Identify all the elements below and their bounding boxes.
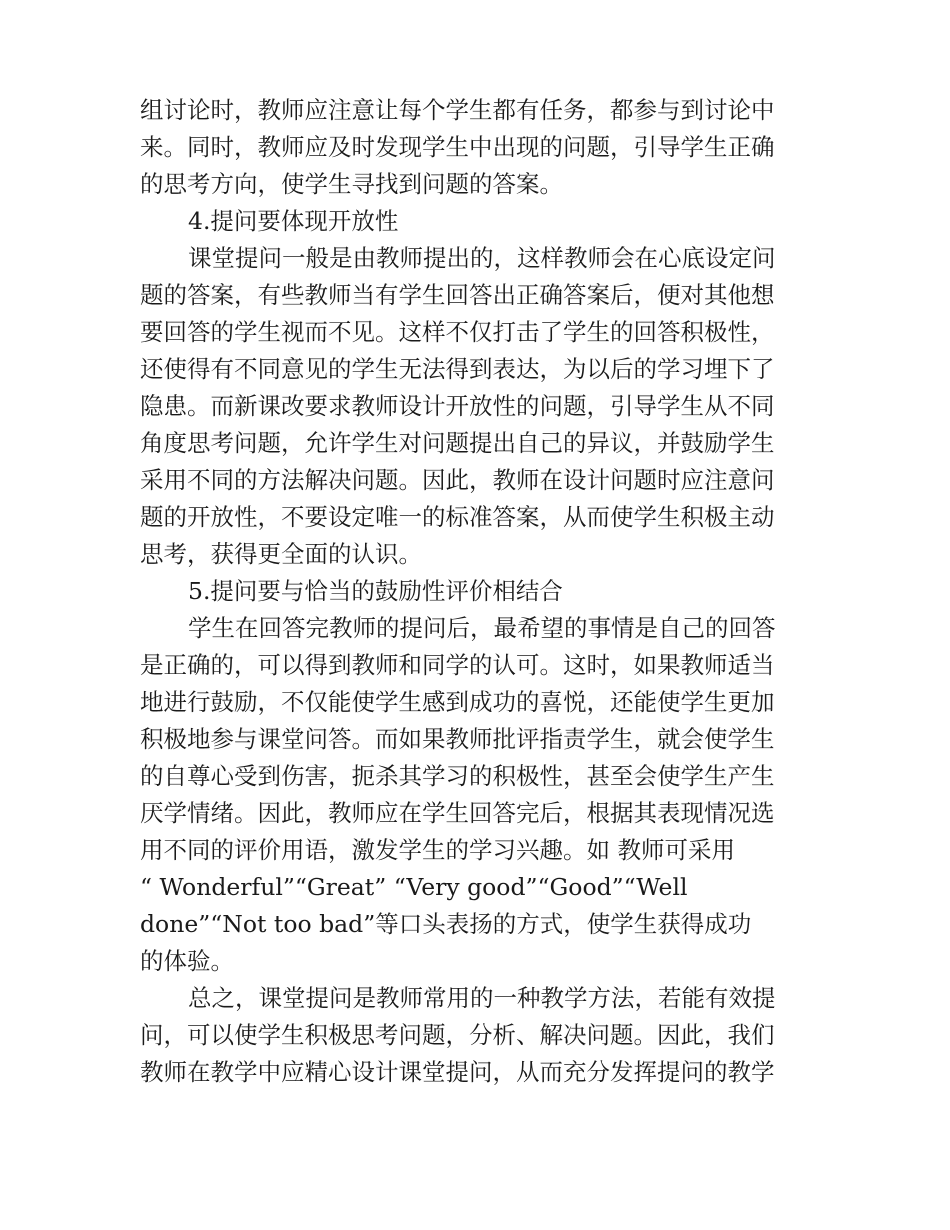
text-line: 教师在教学中应精心设计课堂提问，从而充分发挥提问的教学 (140, 1058, 775, 1086)
text-line: 来。同时，教师应及时发现学生中出现的问题，引导学生正确 (140, 133, 775, 161)
text-line: 总之，课堂提问是教师常用的一种教学方法，若能有效提 (188, 984, 776, 1012)
section-heading: 4.提问要体现开放性 (188, 207, 399, 235)
text-line: 学生在回答完教师的提问后，最希望的事情是自己的回答 (188, 614, 776, 642)
text-line: 隐患。而新课改要求教师设计开放性的问题，引导学生从不同 (140, 392, 775, 420)
text-line: 采用不同的方法解决问题。因此，教师在设计问题时应注意问 (140, 466, 775, 494)
text-line: 思考，获得更全面的认识。 (140, 540, 422, 568)
text-line: 厌学情绪。因此，教师应在学生回答完后，根据其表现情况选 (140, 799, 775, 827)
text-line: 的思考方向，使学生寻找到问题的答案。 (140, 170, 563, 198)
text-line: 课堂提问一般是由教师提出的，这样教师会在心底设定问 (188, 244, 776, 272)
text-line: 题的答案，有些教师当有学生回答出正确答案后，便对其他想 (140, 281, 775, 309)
section-heading: 5.提问要与恰当的鼓励性评价相结合 (188, 577, 563, 605)
text-line: 问，可以使学生积极思考问题，分析、解决问题。因此，我们 (140, 1021, 775, 1049)
text-line: “ Wonderful”“Great” “Very good”“Good”“Well (140, 873, 688, 901)
text-line: done”“Not too bad”等口头表扬的方式，使学生获得成功 (140, 910, 752, 938)
text-line: 积极地参与课堂问答。而如果教师批评指责学生，就会使学生 (140, 725, 775, 753)
text-line: 的自尊心受到伤害，扼杀其学习的积极性，甚至会使学生产生 (140, 762, 775, 790)
text-line: 题的开放性，不要设定唯一的标准答案，从而使学生积极主动 (140, 503, 775, 531)
text-line: 的体验。 (140, 947, 234, 975)
text-line: 组讨论时，教师应注意让每个学生都有任务，都参与到讨论中 (140, 96, 775, 124)
text-line: 是正确的，可以得到教师和同学的认可。这时，如果教师适当 (140, 651, 775, 679)
text-line: 地进行鼓励，不仅能使学生感到成功的喜悦，还能使学生更加 (140, 688, 775, 716)
text-line: 角度思考问题，允许学生对问题提出自己的异议，并鼓励学生 (140, 429, 775, 457)
text-line: 要回答的学生视而不见。这样不仅打击了学生的回答积极性， (140, 318, 775, 346)
text-line: 还使得有不同意见的学生无法得到表达，为以后的学习埋下了 (140, 355, 775, 383)
text-line: 用不同的评价用语，激发学生的学习兴趣。如 教师可采用 (140, 836, 735, 864)
